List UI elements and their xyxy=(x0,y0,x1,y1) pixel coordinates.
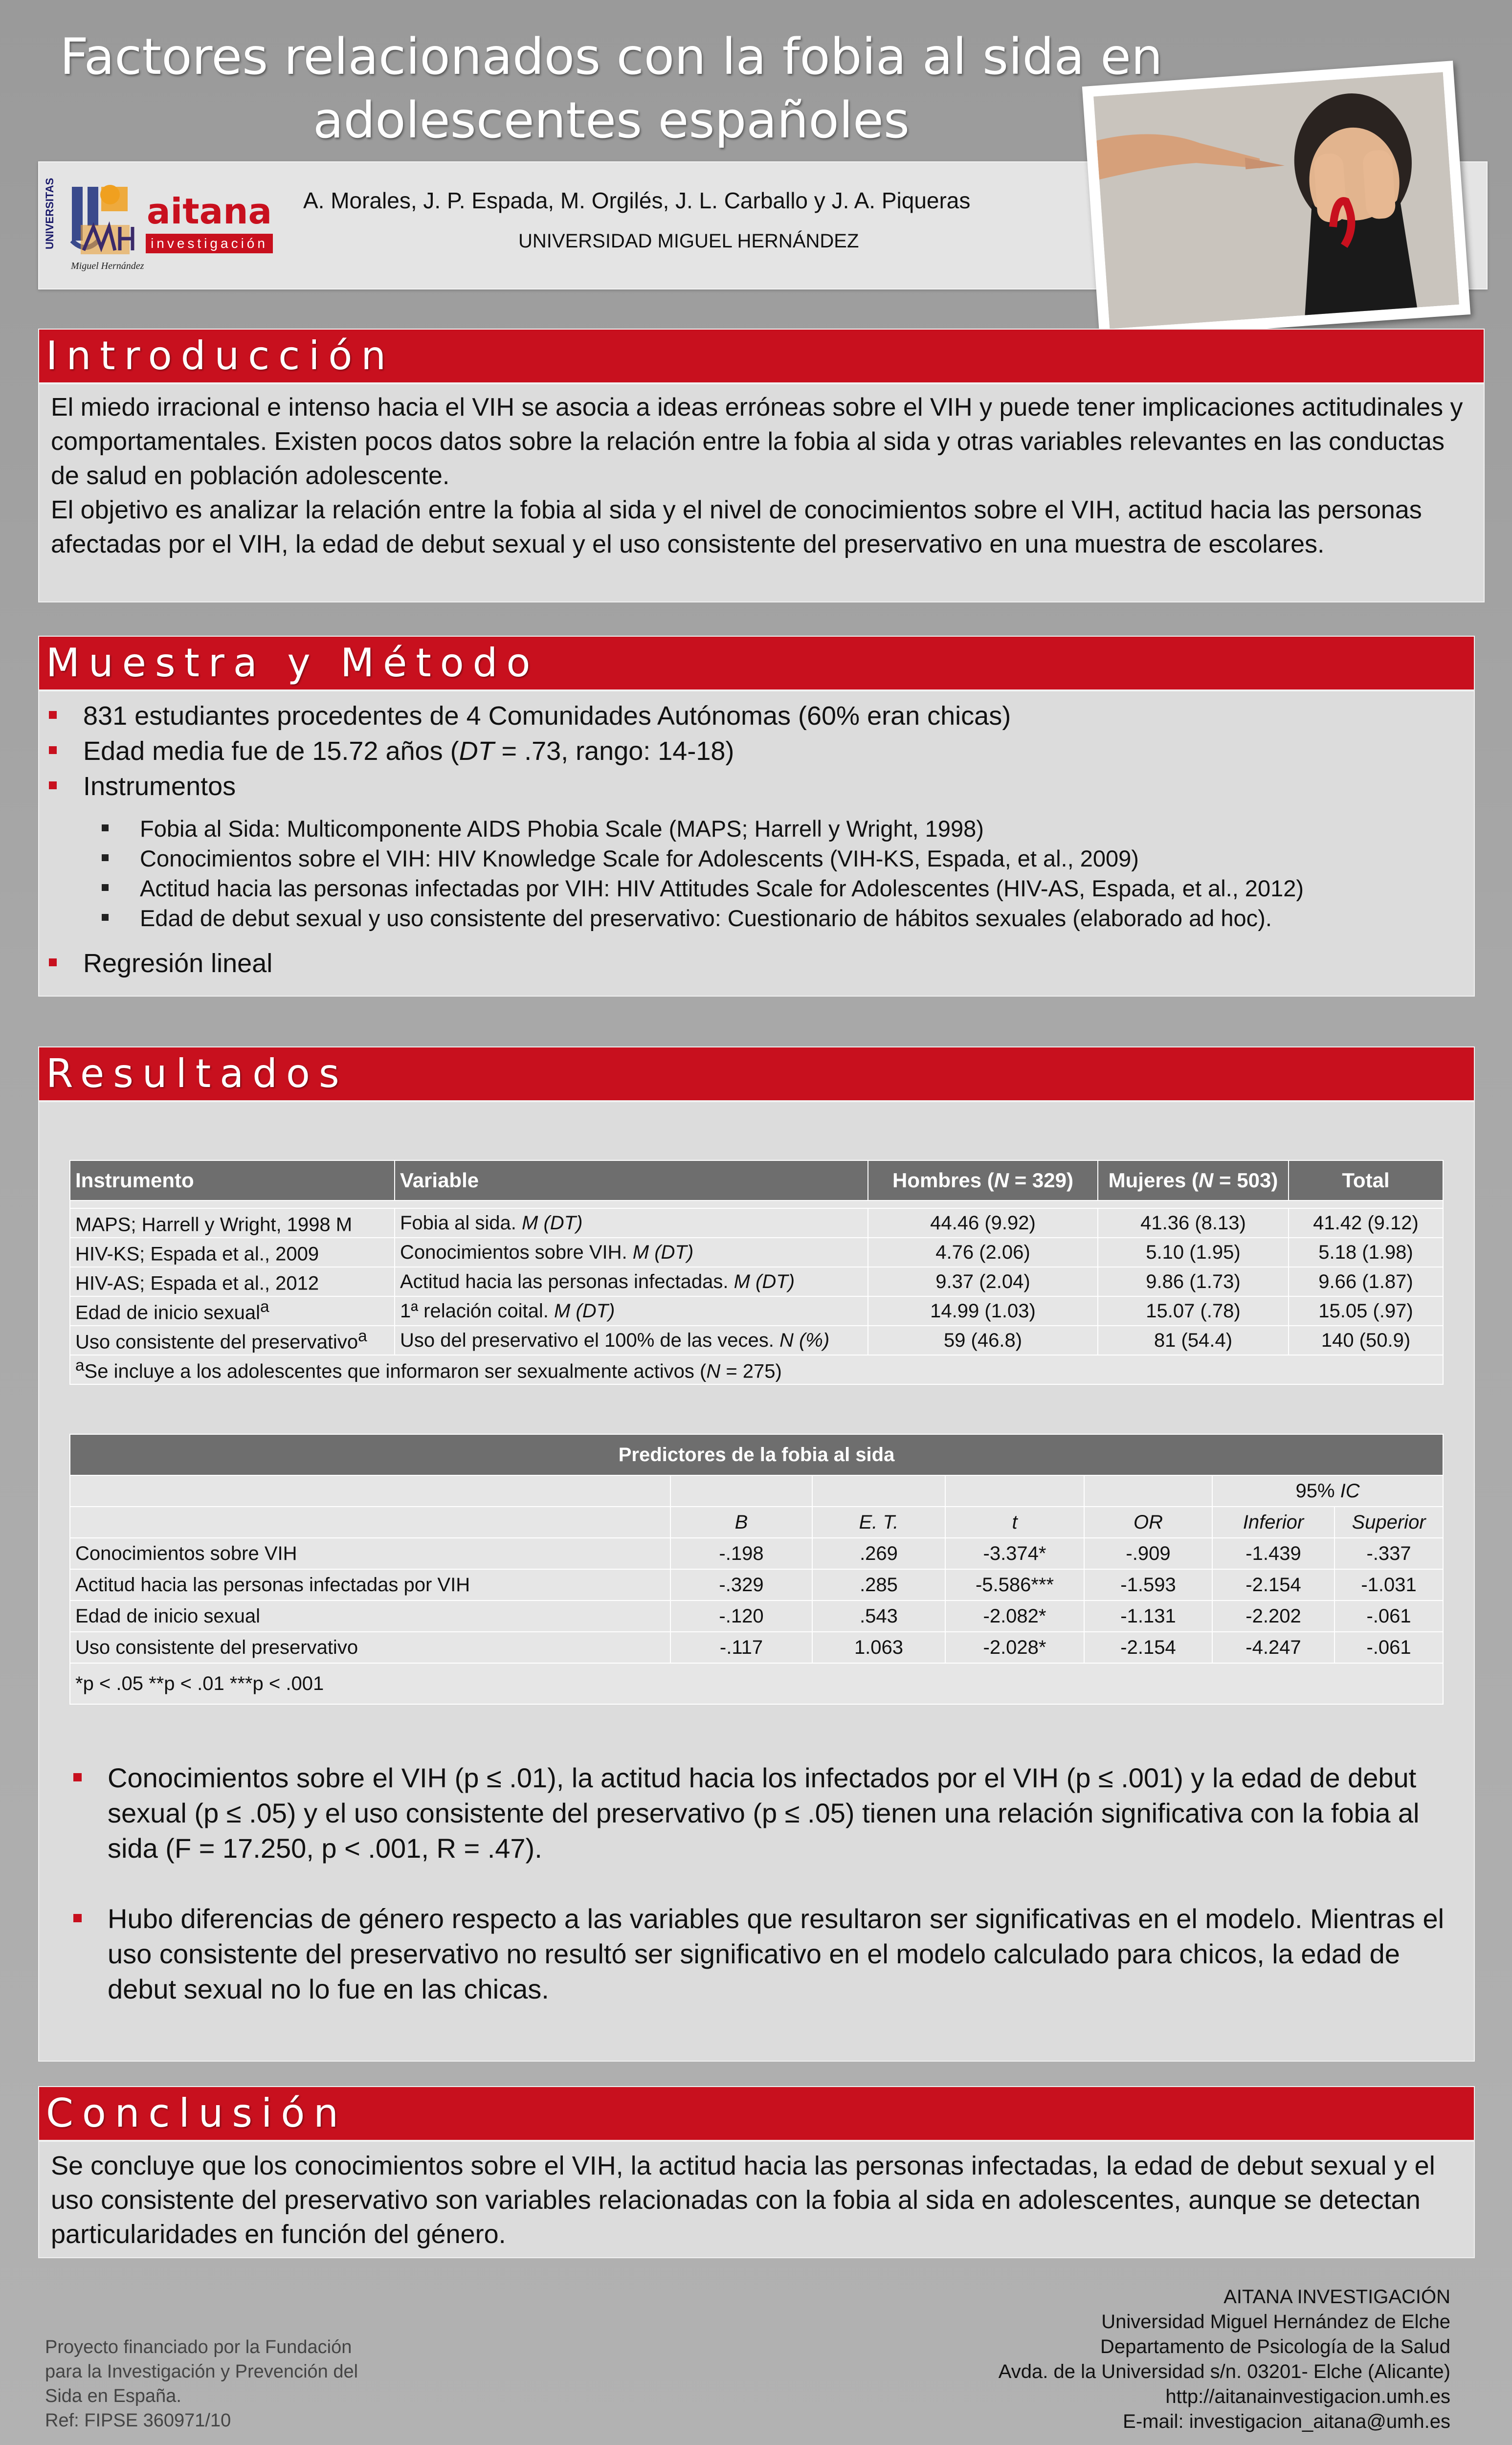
intro-paragraph-2: El objetivo es analizar la relación entre la fobia al sida y el nivel de conocimientos sobre el VIH, actitud hacia las personas afectadas por el VIH, la edad de debut sexual y el uso consistente del preservativo en una muestra de escolares. xyxy=(51,496,1422,558)
instrument-item: Fobia al Sida: Multicomponente AIDS Phobia Scale (MAPS; Harrell y Wright, 1998) xyxy=(39,814,1474,844)
university: UNIVERSIDAD MIGUEL HERNÁNDEZ xyxy=(518,230,859,252)
col-superior: Superior xyxy=(1334,1507,1443,1538)
photo-illustration-icon xyxy=(1093,72,1459,329)
significance-note: *p < .05 **p < .01 ***p < .001 xyxy=(70,1663,1443,1704)
table-row: HIV-AS; Espada et al., 2012 Actitud hacia las personas infectadas. M (DT) 9.37 (2.04) 9.86 (1.73) 9.66 (1.87) xyxy=(70,1267,1443,1296)
funding-note: Proyecto financiado por la Fundación para la Investigación y Prevención del Sida en España. Ref: FIPSE 360971/10 xyxy=(45,2337,358,2431)
instrument-item: Edad de debut sexual y uso consistente del preservativo: Cuestionario de hábitos sexuales (elaborado ad hoc). xyxy=(39,903,1474,933)
instrument-item: Conocimientos sobre el VIH: HIV Knowledge Scale for Adolescents (VIH-KS, Espada, et al., 2009) xyxy=(39,844,1474,873)
authors: A. Morales, J. P. Espada, M. Orgilés, J. L. Carballo y J. A. Piqueras xyxy=(303,188,971,213)
table-row: Conocimientos sobre VIH -.198 .269 -3.374* -.909 -1.439 -.337 xyxy=(70,1538,1443,1569)
methods-sample: 831 estudiantes procedentes de 4 Comunidades Autónomas (60% eran chicas) xyxy=(39,698,1474,734)
poster-title xyxy=(0,25,1223,153)
umh-logo xyxy=(46,176,144,279)
title-line-1: Factores relacionados con la fobia al sida en xyxy=(60,28,1163,86)
results-bullet-2: Hubo diferencias de género respecto a las variables que resultaron ser significativas en el modelo. Mientras el uso consistente del preservativo no resultó ser significativo en el modelo calculado para chicos, la edad de debut sexual no lo fue en las chicas. xyxy=(39,1901,1457,2007)
conclusion-heading: Conclusión xyxy=(38,2086,1475,2141)
table-note: $^a$Se incluye a los adolescentes que informaron ser sexualmente activos (N = 275) xyxy=(70,1355,1443,1384)
col-t: t xyxy=(945,1507,1084,1538)
conclusion-text: Se concluye que los conocimientos sobre el VIH, la actitud hacia las personas infectadas, la edad de debut sexual y el uso consistente del preservativo son variables relacionadas con la fobia al sida en adolescentes, aunque se detectan particularidades en función del género. xyxy=(51,2151,1435,2249)
intro-heading: Introducción xyxy=(38,329,1485,383)
methods-panel xyxy=(38,690,1475,997)
website-link[interactable]: http://aitanainvestigacion.umh.es xyxy=(1165,2386,1450,2407)
col-or: OR xyxy=(1084,1507,1212,1538)
photo-image xyxy=(1093,72,1459,329)
table-row: Edad de inicio sexual -.120 .543 -2.082* -1.131 -2.202 -.061 xyxy=(70,1600,1443,1632)
umh-logo-vertical-text: UNIVERSITAS xyxy=(44,178,56,249)
col-variable: Variable xyxy=(395,1160,868,1200)
results-bullet-1: Conocimientos sobre el VIH (p ≤ .01), la actitud hacia los infectados por el VIH (p ≤ .001) y la edad de debut sexual (p ≤ .05) y el uso consistente del preservativo (p ≤ .05) tienen una relación significativa con la fobia al sida (F = 17.250, p < .001, R = .47). xyxy=(39,1760,1457,1866)
methods-instruments: Instrumentos xyxy=(39,769,1474,804)
col-hombres: Hombres (N = 329) xyxy=(868,1160,1098,1200)
col-mujeres: Mujeres (N = 503) xyxy=(1098,1160,1289,1200)
table-row: MAPS; Harrell y Wright, 1998 M Fobia al sida. M (DT) 44.46 (9.92) 41.36 (8.13) 41.42 (9.12) xyxy=(70,1208,1443,1238)
descriptives-table xyxy=(69,1160,1444,1385)
header-photo xyxy=(1082,61,1470,340)
col-total: Total xyxy=(1289,1160,1443,1200)
results-list xyxy=(39,1760,1457,2007)
col-et: E. T. xyxy=(812,1507,945,1538)
methods-age: Edad media fue de 15.72 años (DT = .73, rango: 14-18) xyxy=(39,734,1474,769)
instrument-item: Actitud hacia las personas infectadas por VIH: HIV Attitudes Scale for Adolescentes (HIV-AS, Espada, et al., 2012) xyxy=(39,873,1474,903)
predictors-table xyxy=(69,1434,1444,1705)
table-row: Uso consistente del preservativo$^a$ Uso del preservativo el 100% de las veces. N (%) 59 (46.8) 81 (54.4) 140 (50.9) xyxy=(70,1326,1443,1355)
intro-paragraph-1: El miedo irracional e intenso hacia el VIH se asocia a ideas erróneas sobre el VIH y puede tener implicaciones actitudinales y comportamentales. Existen pocos datos sobre la relación entre la fobia al sida y otras variables relevantes en las conductas de salud en población adolescente. xyxy=(51,393,1463,490)
aitana-logo-band: investigación xyxy=(146,234,273,253)
col-b: B xyxy=(670,1507,812,1538)
results-heading: Resultados xyxy=(38,1046,1475,1101)
contact-info: AITANA INVESTIGACIÓN Universidad Miguel Hernández de Elche Departamento de Psicología de la Salud Avda. de la Universidad s/n. 03201- Elche (Alicante) http://aitanainvestigacion.umh.es E-mail: investigacion_aitana@umh.es xyxy=(864,2285,1450,2434)
email-link[interactable]: E-mail: investigacion_aitana@umh.es xyxy=(1123,2411,1450,2432)
col-instrumento: Instrumento xyxy=(70,1160,395,1200)
instruments-list xyxy=(39,814,1474,933)
predictors-title: Predictores de la fobia al sida xyxy=(70,1434,1443,1475)
methods-regression: Regresión lineal xyxy=(39,946,1474,981)
table-row: Edad de inicio sexual$^a$ 1ª relación coital. M (DT) 14.99 (1.03) 15.07 (.78) 15.05 (.97) xyxy=(70,1296,1443,1326)
title-line-2: adolescentes españoles xyxy=(312,91,910,150)
table-row: Uso consistente del preservativo -.117 1.063 -2.028* -2.154 -4.247 -.061 xyxy=(70,1632,1443,1663)
table-row: HIV-KS; Espada et al., 2009 Conocimientos sobre VIH. M (DT) 4.76 (2.06) 5.10 (1.95) 5.18 (1.98) xyxy=(70,1238,1443,1267)
aitana-logo xyxy=(146,191,273,259)
col-inferior: Inferior xyxy=(1212,1507,1334,1538)
aitana-logo-word: aitana xyxy=(146,191,272,232)
intro-panel xyxy=(38,383,1485,602)
methods-heading: Muestra y Método xyxy=(38,636,1475,690)
table-row: Actitud hacia las personas infectadas por VIH -.329 .285 -5.586*** -1.593 -2.154 -1.031 xyxy=(70,1569,1443,1600)
umh-logo-icon xyxy=(46,176,144,279)
ci-header: 95% IC xyxy=(1212,1475,1443,1507)
table-note xyxy=(70,1663,1443,1704)
conclusion-panel xyxy=(38,2141,1475,2258)
umh-logo-caption: Miguel Hernández xyxy=(71,261,144,271)
methods-list xyxy=(39,698,1474,804)
